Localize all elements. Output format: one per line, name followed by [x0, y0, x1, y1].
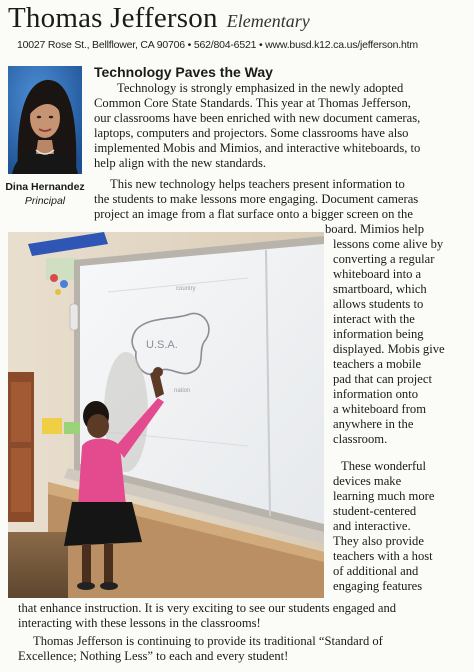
article-line: They also provide [333, 534, 424, 548]
article-line: smartboard, which [333, 282, 427, 296]
article-line: laptops, computers and projectors. Some classrooms have also [94, 126, 409, 140]
article-line: implemented Mobis and Mimios, and interactive whiteboards, to [94, 141, 421, 155]
article-line: teachers a mobile [333, 357, 422, 371]
principal-portrait [8, 66, 82, 174]
article-headline: Technology Paves the Way [94, 64, 273, 80]
article-line: our classrooms have been enriched with new document cameras, [94, 111, 421, 125]
article-line: Common Core State Standards. This year at Thomas Jefferson, [94, 96, 411, 110]
article-line: that enhance instruction. It is very exciting to see our students engaged and [18, 601, 397, 615]
article-line: engaging features [333, 579, 423, 593]
article-line: information being [333, 327, 424, 341]
article-line: devices make [333, 474, 402, 488]
article-line: Technology is strongly emphasized in the newly adopted [117, 81, 404, 95]
article-line: project an image from a flat surface onto a bigger screen on the [94, 207, 413, 221]
article-line: learning much more [333, 489, 435, 503]
school-type: Elementary [226, 11, 310, 31]
article-line: This new technology helps teachers present information to [110, 177, 405, 191]
board-word-country: country [176, 286, 196, 292]
article-line: pad that can project [333, 372, 432, 386]
classroom-photo [8, 232, 324, 598]
article-line: lessons come alive by [333, 237, 444, 251]
article-line: interacting with these lessons in the classrooms! [18, 616, 261, 630]
article-line: information onto [333, 387, 418, 401]
article-line: board. Mimios help [325, 222, 424, 236]
school-address: 10027 Rose St., Bellflower, CA 90706 • 562/804-6521 • www.busd.k12.ca.us/jefferson.htm [17, 39, 418, 51]
principal-name: Dina Hernandez [5, 181, 85, 193]
article-line: a whiteboard from [333, 402, 427, 416]
article-line: whiteboard into a [333, 267, 422, 281]
article-line: of additional and [333, 564, 419, 578]
article-line: displayed. Mobis give [333, 342, 445, 356]
school-name: Thomas Jefferson [8, 2, 218, 34]
board-word-usa: U.S.A. [146, 339, 178, 351]
article-line: converting a regular [333, 252, 435, 266]
article-line: and interactive. [333, 519, 411, 533]
portrait-image [8, 66, 82, 174]
article-line: anywhere in the [333, 417, 414, 431]
article-line: interact with the [333, 312, 415, 326]
article-line: teachers with a host [333, 549, 433, 563]
article-line: Thomas Jefferson is continuing to provide its traditional “Standard of [33, 634, 383, 648]
article-line: the students to make lessons more engaging. Document cameras [94, 192, 419, 206]
article-line: These wonderful [341, 459, 426, 473]
principal-role: Principal [24, 195, 66, 207]
article-line: allows students to [333, 297, 424, 311]
article-line: help align with the new standards. [94, 156, 267, 170]
board-word-nation: nation [174, 388, 191, 394]
article-line: student-centered [333, 504, 417, 518]
classroom-photo-image [8, 232, 324, 598]
article-line: classroom. [333, 432, 388, 446]
article-line: Excellence; Nothing Less” to each and every student! [18, 649, 289, 663]
masthead-title [8, 2, 310, 35]
